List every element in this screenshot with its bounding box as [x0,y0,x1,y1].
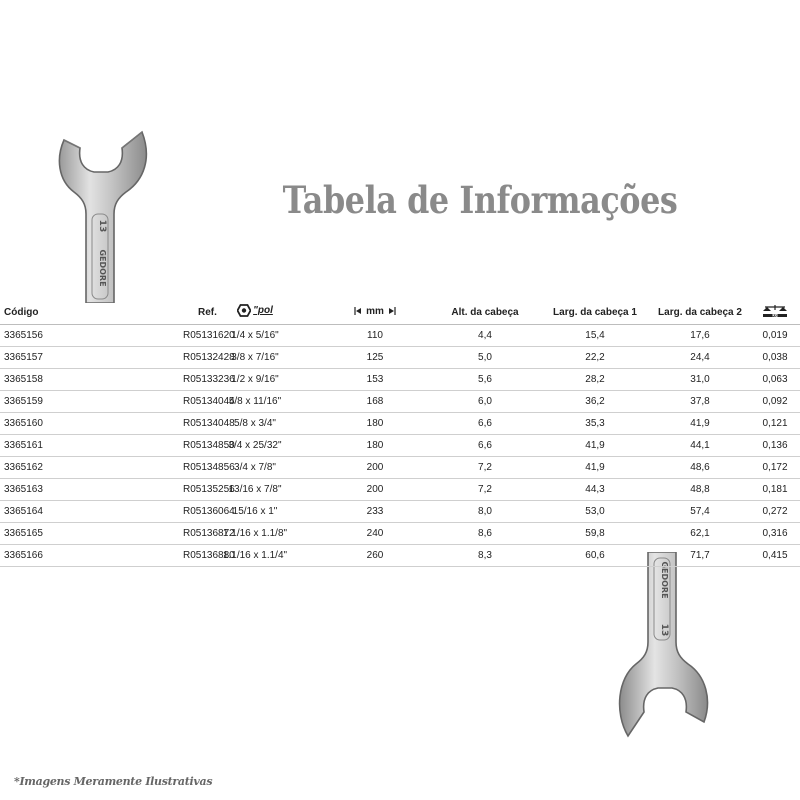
table-cell: 48,8 [650,479,750,501]
table-cell: 8,6 [430,523,540,545]
table-row [0,435,800,457]
table-cell: 8,3 [430,545,540,567]
table-cell: 0,316 [750,523,800,545]
table-cell: 0,019 [750,325,800,347]
table-cell: 3365165 [0,523,80,545]
table-cell: R05136872 [80,523,190,545]
table-cell: 7,2 [430,479,540,501]
header-kg [750,300,800,325]
table-cell: 3365160 [0,413,80,435]
table-row [0,347,800,369]
table-row [0,523,800,545]
table-cell: 1.1/16 x 1.1/8" [190,523,320,545]
table-cell: 62,1 [650,523,750,545]
table-cell: 48,6 [650,457,750,479]
table-cell: R05131620 [80,325,190,347]
header-pol-label: "pol [253,305,273,316]
table-cell: 5/8 x 11/16" [190,391,320,413]
table-cell: 260 [320,545,430,567]
wrench-top-image [52,118,162,303]
weight-unit-label: kg [772,312,778,317]
table-cell: 0,038 [750,347,800,369]
table-cell: 233 [320,501,430,523]
table-cell: 110 [320,325,430,347]
table-cell: 3365159 [0,391,80,413]
table-cell: 1/4 x 5/16" [190,325,320,347]
table-cell: 3365166 [0,545,80,567]
table-cell: 59,8 [540,523,650,545]
table-cell: 28,2 [540,369,650,391]
table-cell: R05134850 [80,435,190,457]
table-cell: 200 [320,457,430,479]
weight-scale-icon [762,304,788,318]
length-arrow-left-icon [354,307,364,315]
table-cell: 7,2 [430,457,540,479]
table-cell: 6,6 [430,435,540,457]
table-cell: 15,4 [540,325,650,347]
table-cell: 8,0 [430,501,540,523]
table-cell: 44,3 [540,479,650,501]
table-cell: 0,063 [750,369,800,391]
table-cell: 0,092 [750,391,800,413]
table-cell: 3/4 x 25/32" [190,435,320,457]
table-cell: 3365158 [0,369,80,391]
table-cell: 37,8 [650,391,750,413]
table-cell: 180 [320,435,430,457]
table-cell: 180 [320,413,430,435]
table-cell: 200 [320,479,430,501]
table-cell: 0,136 [750,435,800,457]
table-cell: 125 [320,347,430,369]
header-codigo: Código [0,300,80,325]
table-cell: R05136880 [80,545,190,567]
table-cell: 0,272 [750,501,800,523]
table-cell: 6,6 [430,413,540,435]
page-title: Tabela de Informações [282,178,678,222]
table-cell: 36,2 [540,391,650,413]
header-ref: Ref. [80,300,190,325]
table-cell: R05134856 [80,457,190,479]
table-cell: 3/8 x 7/16" [190,347,320,369]
table-cell: 0,415 [750,545,800,567]
length-arrow-right-icon [386,307,396,315]
table-row [0,391,800,413]
table-cell: 3365163 [0,479,80,501]
table-cell: 3365164 [0,501,80,523]
table-cell: 57,4 [650,501,750,523]
table-cell: 3365161 [0,435,80,457]
table-row [0,479,800,501]
table-row [0,325,800,347]
table-cell: 5,0 [430,347,540,369]
header-alt-cabeca: Alt. da cabeça [430,300,540,325]
wrench-top-brand-label: GEDORE [98,249,107,287]
table-cell: 41,9 [650,413,750,435]
table-row [0,457,800,479]
table-cell: 15/16 x 1" [190,501,320,523]
header-larg-cabeca-1: Larg. da cabeça 1 [540,300,650,325]
table-cell: R05135256 [80,479,190,501]
table-cell: 31,0 [650,369,750,391]
table-row [0,413,800,435]
table-cell: 60,6 [540,545,650,567]
table-cell: 13/16 x 7/8" [190,479,320,501]
table-cell: R05133236 [80,369,190,391]
wrench-bottom-brand-label: GEDORE [660,561,669,599]
table-cell: 3365157 [0,347,80,369]
table-cell: 17,6 [650,325,750,347]
table-cell: 3365156 [0,325,80,347]
table-cell: 5/8 x 3/4" [190,413,320,435]
specs-table [0,300,800,567]
table-cell: 6,0 [430,391,540,413]
table-cell: R05132428 [80,347,190,369]
table-cell: 4,4 [430,325,540,347]
table-cell: 0,172 [750,457,800,479]
table-row [0,545,800,567]
table-cell: 240 [320,523,430,545]
table-cell: 44,1 [650,435,750,457]
table-cell: 35,3 [540,413,650,435]
header-mm [320,300,430,325]
table-cell: R05136064 [80,501,190,523]
table-cell: 0,121 [750,413,800,435]
table-cell: 22,2 [540,347,650,369]
wrench-bottom-image [612,552,722,747]
table-cell: 5,6 [430,369,540,391]
table-cell: 1.1/16 x 1.1/4" [190,545,320,567]
table-cell: 168 [320,391,430,413]
footnote: *Imagens Meramente Ilustrativas [14,775,213,788]
header-mm-label: mm [366,305,384,317]
table-cell: R05134044 [80,391,190,413]
table-cell: 41,9 [540,457,650,479]
table-cell: 53,0 [540,501,650,523]
table-cell: 0,181 [750,479,800,501]
hex-nut-icon [237,304,251,317]
header-larg-cabeca-2: Larg. da cabeça 2 [650,300,750,325]
table-cell: 3365162 [0,457,80,479]
table-cell: 24,4 [650,347,750,369]
table-row [0,501,800,523]
table-cell: 153 [320,369,430,391]
table-row [0,369,800,391]
wrench-bottom-size-label: 13 [659,623,669,637]
table-cell: 3/4 x 7/8" [190,457,320,479]
table-cell: 1/2 x 9/16" [190,369,320,391]
table-cell: 71,7 [650,545,750,567]
table-header-row [0,300,800,325]
table-cell: R05134048 [80,413,190,435]
table-cell: 41,9 [540,435,650,457]
wrench-top-size-label: 13 [97,219,107,233]
